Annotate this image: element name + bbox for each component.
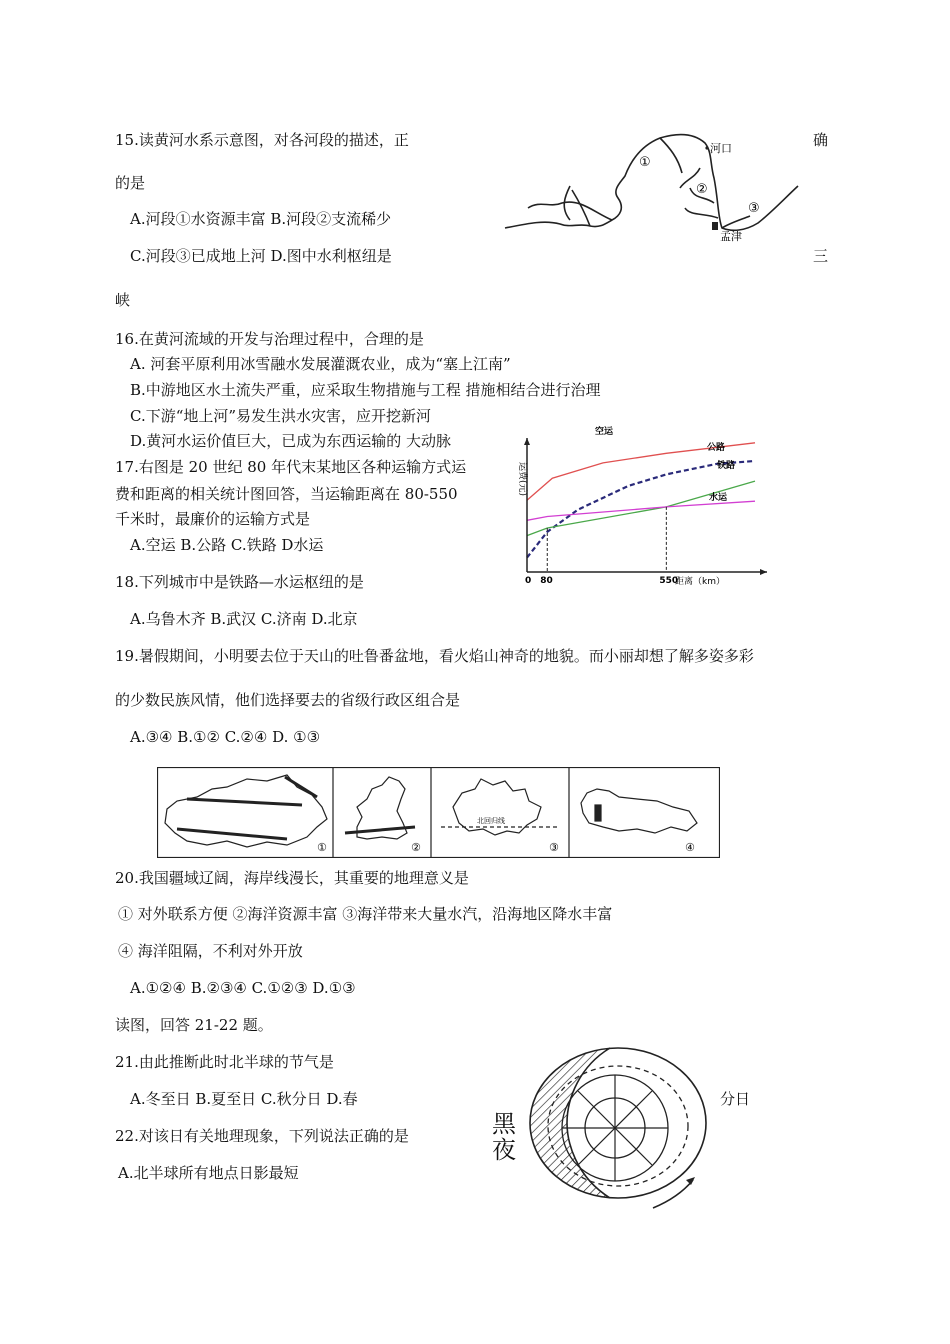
- series-label-2: 公路: [707, 443, 726, 453]
- mengjin-label: 孟津: [720, 230, 742, 243]
- province-map-4: [581, 789, 697, 833]
- q21-stem: 21.由此推断此时北半球的节气是: [115, 1053, 334, 1071]
- x-axis-label: 距离（km）: [675, 577, 725, 587]
- q15-stem: 15.读黄河水系示意图，对各河段的描述，正: [115, 131, 409, 149]
- q15-tail-a: 三: [813, 247, 829, 265]
- q20-stem: 20.我国疆域辽阔，海岸线漫长，其重要的地理意义是: [115, 869, 469, 887]
- tropic-label: 北回归线: [477, 817, 505, 825]
- q15-options-cd: C.河段③已成地上河 D.图中水利枢纽是: [130, 247, 392, 265]
- q19-options: A.③④ B.①② C.②④ D. ①③: [130, 728, 321, 746]
- series-label-1: 空运: [595, 427, 614, 437]
- province-map-2: [345, 777, 415, 839]
- rotation-arrow-icon: [653, 1180, 693, 1208]
- y-axis-label: 运费(元): [517, 462, 527, 497]
- q16-option-b: B.中游地区水土流失严重，应采取生物措施与工程 措施相结合进行治理: [130, 381, 601, 399]
- river-section-2-label: ②: [696, 182, 708, 197]
- q16-option-c: C.下游“地上河”易发生洪水灾害，应开挖新河: [130, 407, 432, 425]
- q20-items-a: ① 对外联系方便 ②海洋资源丰富 ③海洋带来大量水汽，沿海地区降水丰富: [118, 905, 613, 923]
- q15-stem-tail: 确: [813, 131, 829, 149]
- map-2-number: ②: [411, 841, 421, 854]
- q18-options: A.乌鲁木齐 B.武汉 C.济南 D.北京: [130, 610, 358, 628]
- yellow-river-map: [500, 128, 810, 243]
- x-tick-label: 0: [525, 576, 532, 586]
- map-3-number: ③: [549, 841, 559, 854]
- q18-stem: 18.下列城市中是铁路—水运枢纽的是: [115, 573, 364, 591]
- q19-line-1: 19.暑假期间，小明要去位于天山的吐鲁番盆地，看火焰山神奇的地貌。而小丽却想了解多姿多彩: [115, 647, 754, 665]
- q22-stem: 22.对该日有关地理现象，下列说法正确的是: [115, 1127, 409, 1145]
- q22-option-a: A.北半球所有地点日影最短: [118, 1164, 299, 1182]
- q21-tail: 分日: [720, 1090, 751, 1108]
- series-label-3: 铁路: [717, 461, 736, 471]
- q16-option-a: A. 河套平原利用冰雪融水发展灌溉农业，成为“塞上江南”: [130, 355, 511, 373]
- q17-line-1: 17.右图是 20 世纪 80 年代末某地区各种运输方式运: [115, 458, 467, 476]
- river-section-1-label: ①: [639, 155, 651, 170]
- q15-tail-b: 峡: [115, 291, 131, 309]
- q17-options: A.空运 B.公路 C.铁路 D水运: [130, 536, 324, 554]
- map-1-number: ①: [317, 841, 327, 854]
- province-map-3: [441, 779, 557, 835]
- q20-options: A.①②④ B.②③④ C.①②③ D.①③: [130, 979, 356, 997]
- section-intro: 读图，回答 21-22 题。: [115, 1016, 273, 1034]
- polar-illumination-diagram: [525, 1046, 715, 1216]
- q16-stem: 16.在黄河流域的开发与治理过程中，合理的是: [115, 330, 424, 348]
- q16-option-d: D.黄河水运价值巨大，已成为东西运输的 大动脉: [130, 432, 452, 450]
- q20-items-b: ④ 海洋阻隔，不利对外开放: [118, 942, 303, 960]
- estuary-label: 河口: [710, 142, 732, 155]
- q15-stem-cont: 的是: [115, 174, 146, 192]
- x-tick-label: 550: [659, 576, 679, 586]
- series-label-4: 水运: [709, 493, 728, 503]
- x-tick-label: 80: [540, 576, 553, 586]
- q19-line-2: 的少数民族风情，他们选择要去的省级行政区组合是: [115, 691, 461, 709]
- transport-cost-chart: [505, 420, 775, 590]
- province-map-1: [165, 775, 327, 847]
- q15-options-ab: A.河段①水资源丰富 B.河段②支流稀少: [130, 210, 392, 228]
- province-maps: [157, 767, 720, 858]
- map-4-number: ④: [685, 841, 695, 854]
- q17-line-3: 千米时，最廉价的运输方式是: [115, 510, 311, 528]
- river-section-3-label: ③: [748, 201, 760, 216]
- night-label-char-2: 夜: [492, 1136, 516, 1164]
- night-label-char-1: 黑: [492, 1110, 516, 1138]
- dam-marker: [712, 222, 718, 230]
- q21-options: A.冬至日 B.夏至日 C.秋分日 D.春: [130, 1090, 358, 1108]
- q17-line-2: 费和距离的相关统计图回答，当运输距离在 80-550: [115, 485, 458, 503]
- dashed-orbit: [548, 1066, 688, 1186]
